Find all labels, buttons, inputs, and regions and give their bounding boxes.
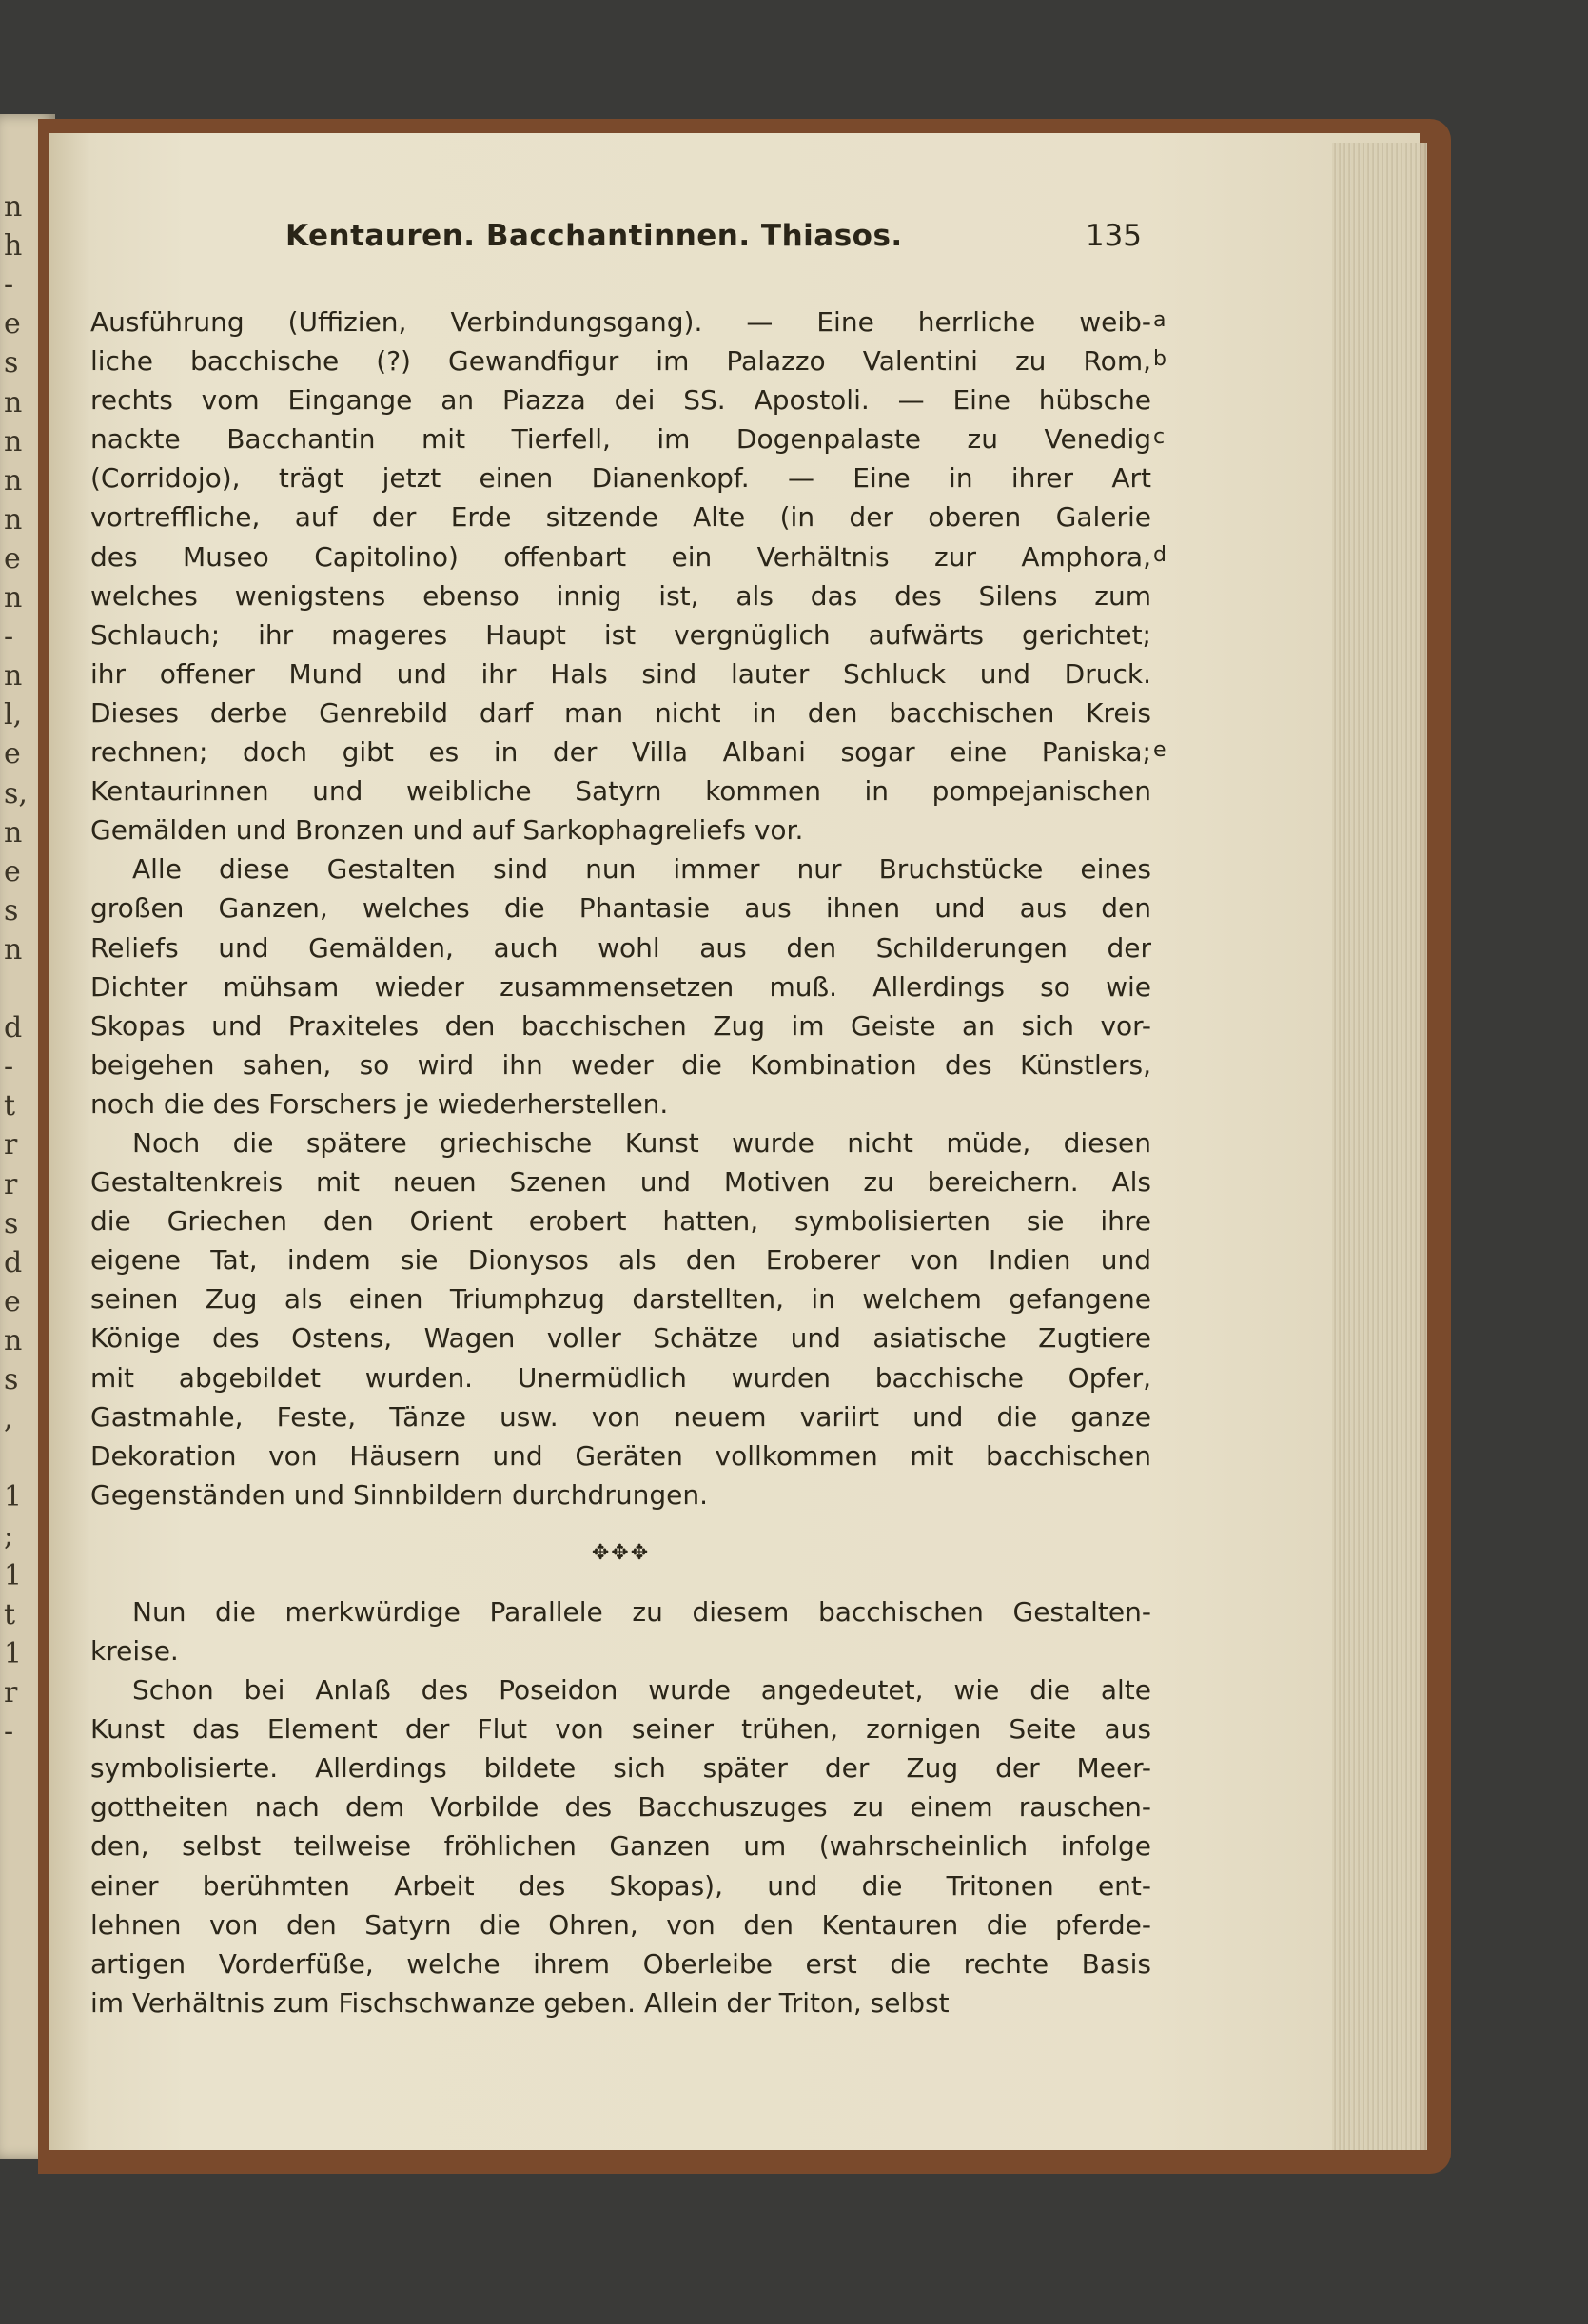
text-line: Schon bei Anlaß des Poseidon wurde angedeutet, wie die alte bbox=[132, 1674, 1151, 1707]
text-line: nackte Bacchantin mit Tierfell, im Dogenpalaste zu Venedig bbox=[90, 423, 1151, 456]
left-page-fragment: n bbox=[4, 385, 23, 420]
text-line: Gegenständen und Sinnbildern durchdrungen. bbox=[90, 1478, 708, 1511]
left-page-fragment: r bbox=[4, 1167, 18, 1201]
text-line: kreise. bbox=[90, 1635, 179, 1667]
margin-note: b bbox=[1153, 347, 1166, 372]
text-line: den, selbst teilweise fröhlichen Ganzen um (wahrscheinlich infolge bbox=[90, 1830, 1151, 1863]
text-line: liche bacchische (?) Gewandfigur im Palazzo Valentini zu Rom, bbox=[90, 345, 1151, 378]
text-line: Schlauch; ihr mageres Haupt ist vergnüglich aufwärts gerichtet; bbox=[90, 618, 1151, 651]
text-line: (Corridojo), trägt jetzt einen Dianenkopf. — Eine in ihrer Art bbox=[90, 462, 1151, 495]
left-page-fragment: n bbox=[4, 1323, 23, 1357]
left-page-fragment: d bbox=[4, 1011, 23, 1045]
left-page-fragment: - bbox=[4, 620, 14, 654]
left-page-fragment: e bbox=[4, 541, 21, 576]
text-line: einer berühmten Arbeit des Skopas), und die Tritonen ent- bbox=[90, 1869, 1151, 1902]
section-ornament: ✥✥✥ bbox=[591, 1540, 651, 1565]
text-line: gottheiten nach dem Vorbilde des Bacchuszuges zu einem rauschen- bbox=[90, 1791, 1151, 1824]
text-line: vortreffliche, auf der Erde sitzende Alte (in der oberen Galerie bbox=[90, 501, 1151, 534]
text-line: lehnen von den Satyrn die Ohren, von den Kentauren die pferde- bbox=[90, 1908, 1151, 1941]
text-line: artigen Vorderfüße, welche ihrem Oberleibe erst die rechte Basis bbox=[90, 1947, 1151, 1980]
text-line: die Griechen den Orient erobert hatten, symbolisierten sie ihre bbox=[90, 1205, 1151, 1238]
left-page-fragment: e bbox=[4, 1284, 21, 1318]
left-page-fragment: s bbox=[4, 1363, 19, 1396]
left-page-fragment: n bbox=[4, 463, 23, 498]
running-title: Kentauren. Bacchantinnen. Thiasos. bbox=[285, 219, 903, 253]
text-line: des Museo Capitolino) offenbart ein Verhältnis zur Amphora, bbox=[90, 540, 1151, 573]
left-page-fragment: e bbox=[4, 307, 21, 342]
body-text bbox=[90, 303, 1151, 2022]
left-page-fragment: t bbox=[4, 1597, 16, 1631]
left-page-fragment: - bbox=[4, 268, 14, 303]
text-line: Dekoration von Häusern und Geräten vollkommen mit bacchischen bbox=[90, 1439, 1151, 1472]
left-page-fragment: l, bbox=[4, 698, 23, 732]
text-line: Gestaltenkreis mit neuen Szenen und Motiven zu bereichern. Als bbox=[90, 1166, 1151, 1199]
running-header bbox=[285, 219, 1142, 268]
text-line: rechts vom Eingange an Piazza dei SS. Apostoli. — Eine hübsche bbox=[90, 384, 1151, 417]
text-line: Gemälden und Bronzen und auf Sarkophagreliefs vor. bbox=[90, 814, 804, 847]
left-page-fragment: e bbox=[4, 854, 21, 889]
left-page-fragment: ; bbox=[4, 1519, 14, 1553]
left-page-fragment: n bbox=[4, 424, 23, 459]
text-line: Dichter mühsam wieder zusammensetzen muß. Allerdings so wie bbox=[90, 970, 1151, 1003]
text-line: seinen Zug als einen Triumphzug darstellten, in welchem gefangene bbox=[90, 1283, 1151, 1316]
text-line: ihr offener Mund und ihr Hals sind lauter Schluck und Druck. bbox=[90, 657, 1151, 690]
left-page-fragment: d bbox=[4, 1245, 23, 1279]
text-line: Noch die spätere griechische Kunst wurde nicht müde, diesen bbox=[132, 1126, 1151, 1159]
left-page-fragment: n bbox=[4, 502, 23, 537]
text-line: symbolisierte. Allerdings bildete sich später der Zug der Meer- bbox=[90, 1752, 1151, 1785]
left-page-fragment: e bbox=[4, 737, 21, 771]
margin-note: a bbox=[1153, 308, 1166, 332]
left-page-fragment: n bbox=[4, 815, 23, 850]
text-line: Nun die merkwürdige Parallele zu diesem bacchischen Gestalten- bbox=[132, 1595, 1151, 1628]
text-line: Kunst das Element der Flut von seiner trühen, zornigen Seite aus bbox=[90, 1713, 1151, 1746]
text-line: Ausführung (Uffizien, Verbindungsgang). — Eine herrliche weib- bbox=[90, 306, 1151, 338]
margin-note: d bbox=[1153, 542, 1166, 567]
text-line: noch die des Forschers je wiederherstellen. bbox=[90, 1087, 669, 1120]
text-line: beigehen sahen, so wird ihn weder die Kombination des Künstlers, bbox=[90, 1048, 1151, 1081]
left-page-fragment: n bbox=[4, 659, 23, 693]
left-page-fragment: s bbox=[4, 346, 19, 381]
left-page-fragment: - bbox=[4, 1050, 14, 1084]
left-page-fragment: s bbox=[4, 893, 19, 928]
margin-note: e bbox=[1153, 738, 1166, 763]
left-page-fragment: t bbox=[4, 1089, 16, 1123]
left-page-fragment: n bbox=[4, 581, 23, 615]
text-line: Gastmahle, Feste, Tänze usw. von neuem variirt und die ganze bbox=[90, 1400, 1151, 1433]
margin-note: c bbox=[1153, 425, 1166, 450]
left-page-fragment: n bbox=[4, 932, 23, 967]
text-line: Könige des Ostens, Wagen voller Schätze und asiatische Zugtiere bbox=[90, 1322, 1151, 1355]
left-page-fragment: , bbox=[4, 1402, 13, 1436]
left-page-fragment: r bbox=[4, 1128, 18, 1162]
text-line: Skopas und Praxiteles den bacchischen Zug im Geiste an sich vor- bbox=[90, 1009, 1151, 1042]
text-line: Reliefs und Gemälden, auch wohl aus den Schilderungen der bbox=[90, 931, 1151, 964]
left-page-fragment: - bbox=[4, 1714, 14, 1748]
text-line: im Verhältnis zum Fischschwanze geben. Allein der Triton, selbst bbox=[90, 1986, 950, 2019]
text-line: mit abgebildet wurden. Unermüdlich wurden bacchische Opfer, bbox=[90, 1361, 1151, 1394]
text-line: großen Ganzen, welches die Phantasie aus ihnen und aus den bbox=[90, 892, 1151, 925]
left-page-fragment: s, bbox=[4, 776, 28, 810]
text-line: Kentaurinnen und weibliche Satyrn kommen in pompejanischen bbox=[90, 775, 1151, 808]
left-page-fragment: s bbox=[4, 1206, 19, 1240]
text-line: eigene Tat, indem sie Dionysos als den Eroberer von Indien und bbox=[90, 1244, 1151, 1277]
left-page-fragment: 1 bbox=[4, 1480, 23, 1514]
left-page-fragment: 1 bbox=[4, 1636, 23, 1670]
text-line: Dieses derbe Genrebild darf man nicht in den bacchischen Kreis bbox=[90, 696, 1151, 729]
page-number: 135 bbox=[1085, 219, 1142, 253]
left-page-fragment: h bbox=[4, 229, 23, 264]
text-line: welches wenigstens ebenso innig ist, als das des Silens zum bbox=[90, 579, 1151, 612]
left-page-fragment: n bbox=[4, 190, 23, 224]
left-page-fragment: r bbox=[4, 1675, 18, 1709]
text-line: Alle diese Gestalten sind nun immer nur Bruchstücke eines bbox=[132, 853, 1151, 886]
page-edges bbox=[1332, 143, 1427, 2150]
left-page-fragment: 1 bbox=[4, 1558, 23, 1592]
text-line: rechnen; doch gibt es in der Villa Albani sogar eine Paniska; bbox=[90, 736, 1151, 769]
